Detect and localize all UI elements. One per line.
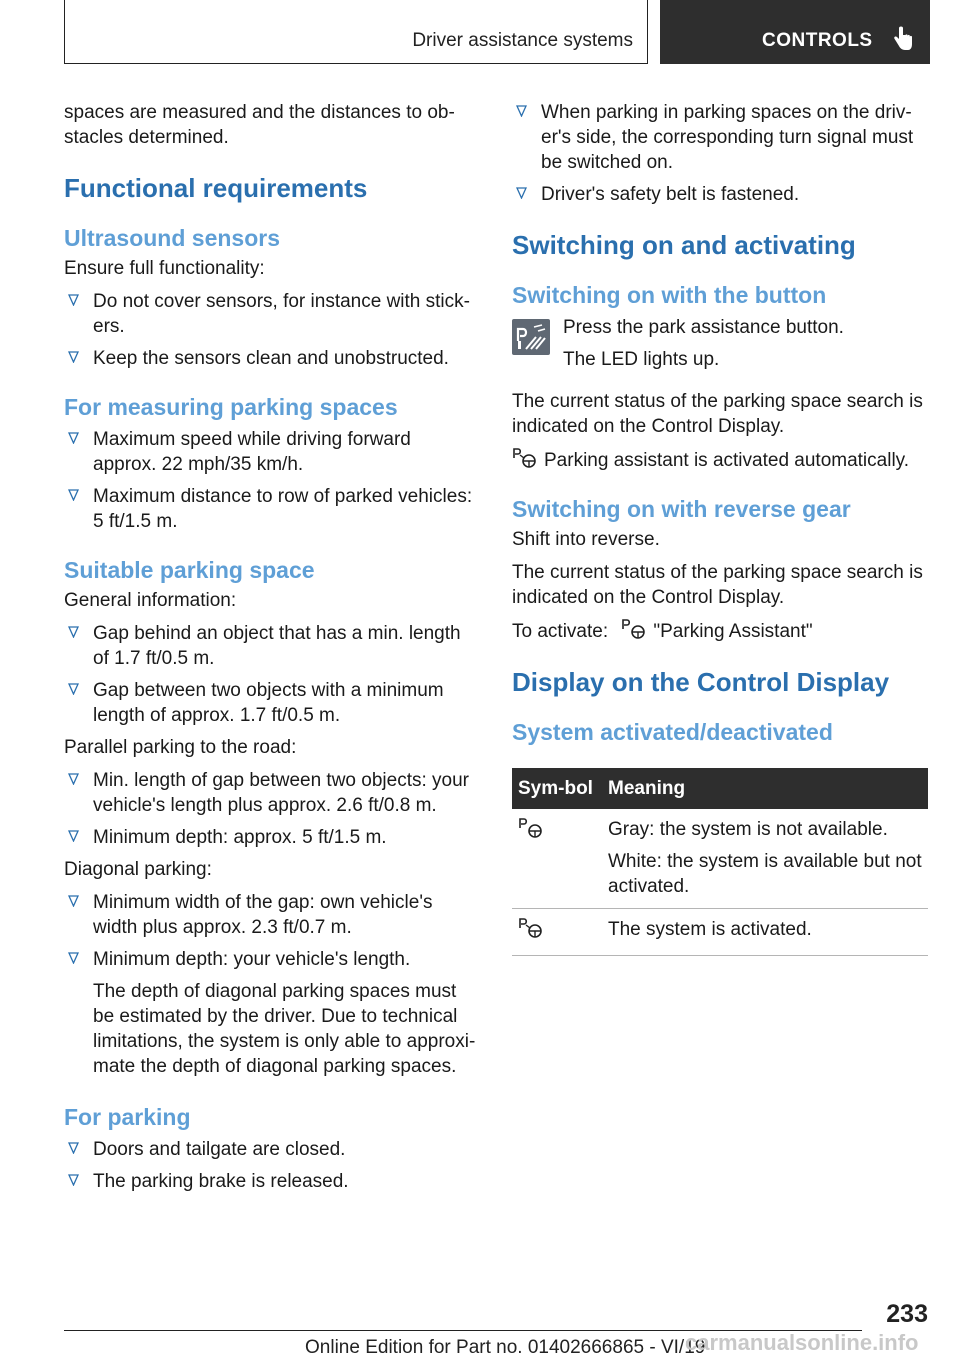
- heading-for-parking: For parking: [64, 1104, 191, 1130]
- section-title: Driver assistance systems: [412, 30, 633, 51]
- park-assistance-button-icon: [512, 319, 550, 355]
- symbol-cell: [512, 809, 602, 909]
- park-button-row: [512, 315, 928, 381]
- list-item: Minimum width of the gap: own vehicle's width plus approx. 2.3 ft/0.7 m.: [64, 890, 478, 940]
- heading-display-control-display: Display on the Control Display: [512, 667, 890, 697]
- section-tab: [64, 0, 648, 64]
- watermark: carmanualsonline.info: [685, 1330, 919, 1355]
- triangle-bullet-icon: [68, 1174, 79, 1186]
- auto-activation-line: Parking assistant is activated automatically.: [512, 447, 928, 473]
- status-paragraph-2: The current status of the parking space search is indicated on the Control Display.: [512, 562, 923, 608]
- list-item: Keep the sensors clean and unobstructed.: [64, 346, 478, 371]
- page-number: 233: [886, 1300, 928, 1328]
- triangle-bullet-icon: [516, 187, 527, 199]
- list-item: When parking in parking spaces on the driv-er's side, the corresponding turn signal must be switched on.: [512, 100, 928, 175]
- list-item: Doors and tailgate are closed.: [64, 1137, 478, 1162]
- list-item: Gap behind an object that has a min. length of 1.7 ft/0.5 m.: [64, 621, 478, 671]
- heading-switching-on-reverse: Switching on with reverse gear: [512, 496, 851, 522]
- measuring-list: [64, 427, 478, 534]
- heading-ultrasound-sensors: Ultrasound sensors: [64, 225, 280, 251]
- heading-switching-on-activating: Switching on and activating: [512, 230, 856, 260]
- heading-system-activated: System activated/deactivated: [512, 719, 833, 745]
- list-item: The parking brake is released.: [64, 1169, 478, 1194]
- heading-measuring-parking-spaces: For measuring parking spaces: [64, 394, 398, 420]
- heading-switching-on-button: Switching on with the button: [512, 282, 827, 308]
- list-item: Maximum speed while driving forward approx. 22 mph/35 km/h.: [64, 427, 478, 477]
- requirements-continued-list: [512, 100, 928, 207]
- activate-line: To activate: "Parking Assistant": [512, 618, 928, 644]
- edition-text: Online Edition for Part no. 01402666865 - VI/19: [305, 1337, 706, 1358]
- parking-assistant-icon: [518, 817, 546, 839]
- column-header-meaning: Meaning: [602, 768, 928, 809]
- general-list: [64, 621, 478, 728]
- pointing-hand-icon: [892, 26, 914, 52]
- meaning-cell: Gray: the system is not available. White: the system is available but not activated.: [602, 809, 928, 909]
- reverse-text: Shift into reverse.: [512, 529, 660, 550]
- diagonal-list: [64, 890, 478, 1079]
- list-item: Min. length of gap between two objects: your vehicle's length plus approx. 2.6 ft/0.8 m.: [64, 768, 478, 818]
- parallel-list: [64, 768, 478, 850]
- status-paragraph: The current status of the parking space search is indicated on the Control Display.: [512, 391, 923, 437]
- parallel-intro: Parallel parking to the road:: [64, 737, 297, 758]
- list-item: Minimum depth: your vehicle's length. The depth of diagonal parking spaces must be estimated by the driver. Due to technical limitations, the system is only able to approxi-mate the depth of diagonal parking spaces.: [64, 947, 478, 1079]
- ultrasound-list: [64, 289, 478, 371]
- ultrasound-intro: Ensure full functionality:: [64, 258, 265, 279]
- triangle-bullet-icon: [516, 105, 527, 117]
- triangle-bullet-icon: [68, 432, 79, 444]
- chapter-title: CONTROLS: [762, 30, 873, 51]
- intro-paragraph: spaces are measured and the distances to ob-stacles determined.: [64, 102, 455, 148]
- led-text: The LED lights up.: [563, 349, 720, 370]
- list-item: Do not cover sensors, for instance with stick-ers.: [64, 289, 478, 339]
- symbol-table: [512, 768, 928, 956]
- list-item: Maximum distance to row of parked vehicles: 5 ft/1.5 m.: [64, 484, 478, 534]
- table-header-row: [512, 768, 928, 809]
- triangle-bullet-icon: [68, 351, 79, 363]
- page-header: [64, 0, 930, 64]
- button-instruction: Press the park assistance button.: [563, 317, 844, 338]
- triangle-bullet-icon: [68, 830, 79, 842]
- triangle-bullet-icon: [68, 489, 79, 501]
- general-intro: General information:: [64, 590, 237, 611]
- triangle-bullet-icon: [68, 683, 79, 695]
- triangle-bullet-icon: [68, 1142, 79, 1154]
- heading-functional-requirements: Functional requirements: [64, 173, 368, 203]
- parking-assistant-icon: [512, 447, 540, 469]
- triangle-bullet-icon: [68, 952, 79, 964]
- right-column: [512, 100, 928, 956]
- symbol-cell: [512, 909, 602, 956]
- heading-suitable-parking-space: Suitable parking space: [64, 557, 315, 583]
- parking-list: [64, 1137, 478, 1194]
- list-item: Driver's safety belt is fastened.: [512, 182, 928, 207]
- parking-assistant-active-icon: [518, 917, 546, 939]
- triangle-bullet-icon: [68, 626, 79, 638]
- table-row: [512, 909, 928, 956]
- column-header-symbol: Sym-bol: [512, 768, 602, 809]
- list-item: Minimum depth: approx. 5 ft/1.5 m.: [64, 825, 478, 850]
- triangle-bullet-icon: [68, 773, 79, 785]
- chapter-tab: [660, 0, 930, 64]
- meaning-cell: The system is activated.: [602, 909, 928, 956]
- list-item: Gap between two objects with a minimum length of approx. 1.7 ft/0.5 m.: [64, 678, 478, 728]
- triangle-bullet-icon: [68, 294, 79, 306]
- diagonal-note: The depth of diagonal parking spaces must be estimated by the driver. Due to technical limitations, the system is only able to approxi-mate the depth of diagonal parking spaces.: [93, 981, 476, 1077]
- triangle-bullet-icon: [68, 895, 79, 907]
- diagonal-intro: Diagonal parking:: [64, 859, 212, 880]
- left-column: [64, 100, 478, 1201]
- table-row: [512, 809, 928, 909]
- parking-assistant-icon: [621, 618, 649, 640]
